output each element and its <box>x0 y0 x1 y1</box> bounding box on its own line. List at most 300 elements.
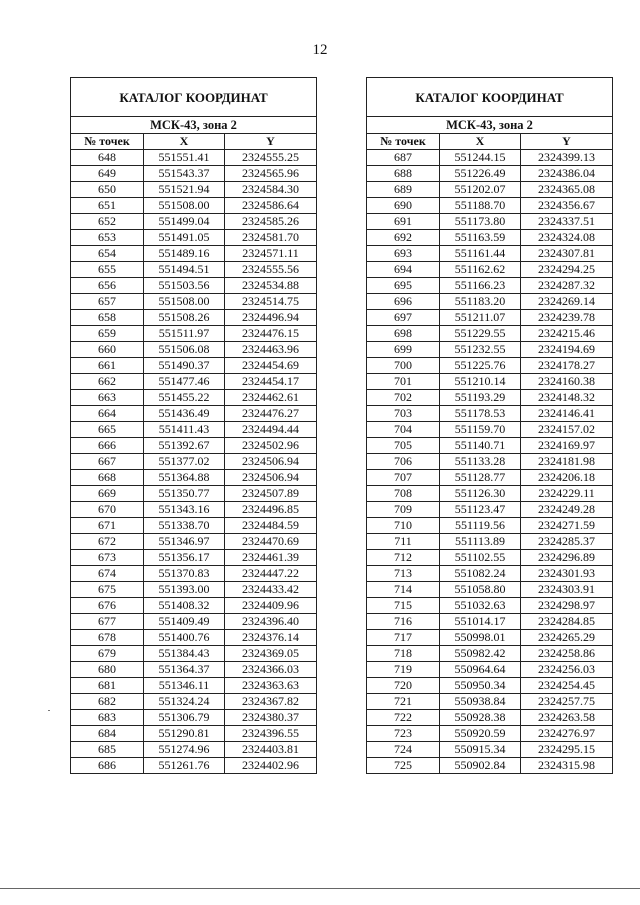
table-row <box>367 326 613 342</box>
x-coordinate-cell: 551161.44 <box>440 246 521 262</box>
point-number-cell: 652 <box>71 214 144 230</box>
x-coordinate-cell: 551455.22 <box>144 390 225 406</box>
table-row <box>367 630 613 646</box>
x-coordinate-cell: 550915.34 <box>440 742 521 758</box>
x-coordinate-cell: 551364.88 <box>144 470 225 486</box>
x-coordinate-cell: 551494.51 <box>144 262 225 278</box>
point-number-cell: 712 <box>367 550 440 566</box>
point-number-cell: 657 <box>71 294 144 310</box>
y-coordinate-cell: 2324284.85 <box>521 614 613 630</box>
coordinate-catalog-table-left <box>70 77 317 774</box>
y-coordinate-cell: 2324454.17 <box>225 374 317 390</box>
y-coordinate-cell: 2324396.40 <box>225 614 317 630</box>
x-coordinate-cell: 551370.83 <box>144 566 225 582</box>
point-number-cell: 684 <box>71 726 144 742</box>
point-number-cell: 722 <box>367 710 440 726</box>
table-row <box>367 694 613 710</box>
table-row <box>367 438 613 454</box>
coordinate-catalog-table-right <box>366 77 613 774</box>
table-row <box>367 406 613 422</box>
point-number-cell: 719 <box>367 662 440 678</box>
point-number-cell: 720 <box>367 678 440 694</box>
y-coordinate-cell: 2324380.37 <box>225 710 317 726</box>
y-coordinate-cell: 2324506.94 <box>225 454 317 470</box>
point-number-cell: 665 <box>71 422 144 438</box>
y-coordinate-cell: 2324169.97 <box>521 438 613 454</box>
y-coordinate-cell: 2324396.55 <box>225 726 317 742</box>
point-number-cell: 704 <box>367 422 440 438</box>
point-number-cell: 698 <box>367 326 440 342</box>
x-coordinate-cell: 551436.49 <box>144 406 225 422</box>
x-coordinate-cell: 551346.11 <box>144 678 225 694</box>
table-row <box>367 358 613 374</box>
y-coordinate-cell: 2324402.96 <box>225 758 317 774</box>
table-row <box>71 614 317 630</box>
y-coordinate-cell: 2324229.11 <box>521 486 613 502</box>
y-coordinate-cell: 2324298.97 <box>521 598 613 614</box>
point-number-cell: 711 <box>367 534 440 550</box>
y-coordinate-cell: 2324256.03 <box>521 662 613 678</box>
y-coordinate-cell: 2324433.42 <box>225 582 317 598</box>
point-number-cell: 659 <box>71 326 144 342</box>
table-row <box>71 150 317 166</box>
point-number-cell: 696 <box>367 294 440 310</box>
point-number-cell: 710 <box>367 518 440 534</box>
table-row <box>367 198 613 214</box>
y-coordinate-cell: 2324269.14 <box>521 294 613 310</box>
x-coordinate-cell: 551503.56 <box>144 278 225 294</box>
x-coordinate-cell: 551225.76 <box>440 358 521 374</box>
table-row <box>71 326 317 342</box>
column-header-point-number: № точек <box>71 134 144 150</box>
y-coordinate-cell: 2324307.81 <box>521 246 613 262</box>
point-number-cell: 707 <box>367 470 440 486</box>
point-number-cell: 694 <box>367 262 440 278</box>
point-number-cell: 709 <box>367 502 440 518</box>
x-coordinate-cell: 551082.24 <box>440 566 521 582</box>
x-coordinate-cell: 551159.70 <box>440 422 521 438</box>
table-row <box>367 374 613 390</box>
point-number-cell: 683 <box>71 710 144 726</box>
column-header-y: Y <box>225 134 317 150</box>
point-number-cell: 725 <box>367 758 440 774</box>
x-coordinate-cell: 551356.17 <box>144 550 225 566</box>
point-number-cell: 693 <box>367 246 440 262</box>
x-coordinate-cell: 550964.64 <box>440 662 521 678</box>
table-row <box>71 486 317 502</box>
point-number-cell: 713 <box>367 566 440 582</box>
table-row <box>71 470 317 486</box>
table-row <box>71 678 317 694</box>
x-coordinate-cell: 550950.34 <box>440 678 521 694</box>
column-header-point-number: № точек <box>367 134 440 150</box>
x-coordinate-cell: 551014.17 <box>440 614 521 630</box>
x-coordinate-cell: 551140.71 <box>440 438 521 454</box>
point-number-cell: 663 <box>71 390 144 406</box>
y-coordinate-cell: 2324571.11 <box>225 246 317 262</box>
y-coordinate-cell: 2324206.18 <box>521 470 613 486</box>
point-number-cell: 691 <box>367 214 440 230</box>
x-coordinate-cell: 551408.32 <box>144 598 225 614</box>
point-number-cell: 697 <box>367 310 440 326</box>
coordinate-system-label: МСК-43, зона 2 <box>367 117 613 134</box>
column-header-x: X <box>440 134 521 150</box>
table-row <box>367 230 613 246</box>
y-coordinate-cell: 2324303.91 <box>521 582 613 598</box>
x-coordinate-cell: 551226.49 <box>440 166 521 182</box>
x-coordinate-cell: 551193.29 <box>440 390 521 406</box>
table-row <box>367 422 613 438</box>
table-row <box>71 502 317 518</box>
y-coordinate-cell: 2324369.05 <box>225 646 317 662</box>
point-number-cell: 706 <box>367 454 440 470</box>
table-row <box>367 550 613 566</box>
x-coordinate-cell: 551346.97 <box>144 534 225 550</box>
x-coordinate-cell: 551123.47 <box>440 502 521 518</box>
y-coordinate-cell: 2324295.15 <box>521 742 613 758</box>
x-coordinate-cell: 551306.79 <box>144 710 225 726</box>
table-row <box>367 566 613 582</box>
table-row <box>367 278 613 294</box>
point-number-cell: 690 <box>367 198 440 214</box>
table-row <box>71 646 317 662</box>
x-coordinate-cell: 551163.59 <box>440 230 521 246</box>
point-number-cell: 662 <box>71 374 144 390</box>
x-coordinate-cell: 550928.38 <box>440 710 521 726</box>
x-coordinate-cell: 551210.14 <box>440 374 521 390</box>
point-number-cell: 723 <box>367 726 440 742</box>
table-row <box>71 262 317 278</box>
point-number-cell: 667 <box>71 454 144 470</box>
table-row <box>367 294 613 310</box>
table-row <box>367 214 613 230</box>
table-row <box>71 182 317 198</box>
y-coordinate-cell: 2324376.14 <box>225 630 317 646</box>
y-coordinate-cell: 2324470.69 <box>225 534 317 550</box>
y-coordinate-cell: 2324534.88 <box>225 278 317 294</box>
y-coordinate-cell: 2324296.89 <box>521 550 613 566</box>
y-coordinate-cell: 2324565.96 <box>225 166 317 182</box>
point-number-cell: 700 <box>367 358 440 374</box>
y-coordinate-cell: 2324461.39 <box>225 550 317 566</box>
y-coordinate-cell: 2324148.32 <box>521 390 613 406</box>
x-coordinate-cell: 551133.28 <box>440 454 521 470</box>
point-number-cell: 658 <box>71 310 144 326</box>
y-coordinate-cell: 2324239.78 <box>521 310 613 326</box>
point-number-cell: 718 <box>367 646 440 662</box>
x-coordinate-cell: 551244.15 <box>440 150 521 166</box>
table-row <box>367 470 613 486</box>
x-coordinate-cell: 551409.49 <box>144 614 225 630</box>
point-number-cell: 689 <box>367 182 440 198</box>
catalog-title: КАТАЛОГ КООРДИНАТ <box>367 78 613 117</box>
point-number-cell: 699 <box>367 342 440 358</box>
table-row <box>367 742 613 758</box>
point-number-cell: 702 <box>367 390 440 406</box>
y-coordinate-cell: 2324178.27 <box>521 358 613 374</box>
x-coordinate-cell: 551183.20 <box>440 294 521 310</box>
y-coordinate-cell: 2324324.08 <box>521 230 613 246</box>
x-coordinate-cell: 551290.81 <box>144 726 225 742</box>
table-row <box>71 198 317 214</box>
table-row <box>71 550 317 566</box>
table-row <box>71 358 317 374</box>
y-coordinate-cell: 2324476.15 <box>225 326 317 342</box>
point-number-cell: 674 <box>71 566 144 582</box>
y-coordinate-cell: 2324263.58 <box>521 710 613 726</box>
x-coordinate-cell: 551400.76 <box>144 630 225 646</box>
table-row <box>367 310 613 326</box>
y-coordinate-cell: 2324294.25 <box>521 262 613 278</box>
point-number-cell: 721 <box>367 694 440 710</box>
point-number-cell: 670 <box>71 502 144 518</box>
table-row <box>367 678 613 694</box>
table-row <box>71 726 317 742</box>
x-coordinate-cell: 551324.24 <box>144 694 225 710</box>
point-number-cell: 650 <box>71 182 144 198</box>
point-number-cell: 656 <box>71 278 144 294</box>
x-coordinate-cell: 551058.80 <box>440 582 521 598</box>
x-coordinate-cell: 551202.07 <box>440 182 521 198</box>
table-body <box>71 150 317 774</box>
table-row <box>71 742 317 758</box>
column-header-y: Y <box>521 134 613 150</box>
table-row <box>71 406 317 422</box>
x-coordinate-cell: 551490.37 <box>144 358 225 374</box>
y-coordinate-cell: 2324585.26 <box>225 214 317 230</box>
y-coordinate-cell: 2324287.32 <box>521 278 613 294</box>
y-coordinate-cell: 2324494.44 <box>225 422 317 438</box>
table-row <box>367 726 613 742</box>
y-coordinate-cell: 2324506.94 <box>225 470 317 486</box>
table-row <box>367 534 613 550</box>
y-coordinate-cell: 2324215.46 <box>521 326 613 342</box>
table-row <box>71 374 317 390</box>
x-coordinate-cell: 551113.89 <box>440 534 521 550</box>
point-number-cell: 673 <box>71 550 144 566</box>
x-coordinate-cell: 551499.04 <box>144 214 225 230</box>
x-coordinate-cell: 551274.96 <box>144 742 225 758</box>
y-coordinate-cell: 2324265.29 <box>521 630 613 646</box>
point-number-cell: 648 <box>71 150 144 166</box>
coordinate-system-label: МСК-43, зона 2 <box>71 117 317 134</box>
x-coordinate-cell: 551178.53 <box>440 406 521 422</box>
y-coordinate-cell: 2324285.37 <box>521 534 613 550</box>
table-row <box>367 246 613 262</box>
table-row <box>71 582 317 598</box>
x-coordinate-cell: 551126.30 <box>440 486 521 502</box>
y-coordinate-cell: 2324271.59 <box>521 518 613 534</box>
point-number-cell: 678 <box>71 630 144 646</box>
x-coordinate-cell: 551551.41 <box>144 150 225 166</box>
table-row <box>367 454 613 470</box>
y-coordinate-cell: 2324356.67 <box>521 198 613 214</box>
y-coordinate-cell: 2324581.70 <box>225 230 317 246</box>
table-row <box>71 662 317 678</box>
x-coordinate-cell: 551032.63 <box>440 598 521 614</box>
x-coordinate-cell: 551508.00 <box>144 294 225 310</box>
table-row <box>71 566 317 582</box>
x-coordinate-cell: 550938.84 <box>440 694 521 710</box>
table-row <box>71 758 317 774</box>
table-row <box>71 710 317 726</box>
table-row <box>71 438 317 454</box>
x-coordinate-cell: 551232.55 <box>440 342 521 358</box>
x-coordinate-cell: 551166.23 <box>440 278 521 294</box>
point-number-cell: 687 <box>367 150 440 166</box>
point-number-cell: 668 <box>71 470 144 486</box>
table-row <box>71 390 317 406</box>
table-row <box>71 454 317 470</box>
point-number-cell: 676 <box>71 598 144 614</box>
point-number-cell: 651 <box>71 198 144 214</box>
y-coordinate-cell: 2324447.22 <box>225 566 317 582</box>
y-coordinate-cell: 2324315.98 <box>521 758 613 774</box>
table-row <box>367 342 613 358</box>
table-row <box>71 534 317 550</box>
x-coordinate-cell: 551508.00 <box>144 198 225 214</box>
table-row <box>367 390 613 406</box>
x-coordinate-cell: 551173.80 <box>440 214 521 230</box>
point-number-cell: 716 <box>367 614 440 630</box>
table-row <box>71 598 317 614</box>
column-header-x: X <box>144 134 225 150</box>
point-number-cell: 681 <box>71 678 144 694</box>
table-row <box>367 646 613 662</box>
y-coordinate-cell: 2324363.63 <box>225 678 317 694</box>
x-coordinate-cell: 551350.77 <box>144 486 225 502</box>
point-number-cell: 649 <box>71 166 144 182</box>
table-row <box>71 630 317 646</box>
point-number-cell: 655 <box>71 262 144 278</box>
table-row <box>367 502 613 518</box>
y-coordinate-cell: 2324502.96 <box>225 438 317 454</box>
x-coordinate-cell: 551521.94 <box>144 182 225 198</box>
y-coordinate-cell: 2324160.38 <box>521 374 613 390</box>
y-coordinate-cell: 2324409.96 <box>225 598 317 614</box>
y-coordinate-cell: 2324386.04 <box>521 166 613 182</box>
y-coordinate-cell: 2324476.27 <box>225 406 317 422</box>
y-coordinate-cell: 2324365.08 <box>521 182 613 198</box>
x-coordinate-cell: 551411.43 <box>144 422 225 438</box>
point-number-cell: 666 <box>71 438 144 454</box>
table-row <box>367 486 613 502</box>
table-row <box>367 598 613 614</box>
page-bottom-rule <box>0 888 640 889</box>
point-number-cell: 701 <box>367 374 440 390</box>
point-number-cell: 703 <box>367 406 440 422</box>
point-number-cell: 724 <box>367 742 440 758</box>
point-number-cell: 672 <box>71 534 144 550</box>
table-row <box>71 294 317 310</box>
x-coordinate-cell: 551392.67 <box>144 438 225 454</box>
x-coordinate-cell: 551491.05 <box>144 230 225 246</box>
x-coordinate-cell: 551119.56 <box>440 518 521 534</box>
y-coordinate-cell: 2324367.82 <box>225 694 317 710</box>
x-coordinate-cell: 551343.16 <box>144 502 225 518</box>
point-number-cell: 682 <box>71 694 144 710</box>
x-coordinate-cell: 551261.76 <box>144 758 225 774</box>
page-number: 12 <box>312 42 328 58</box>
y-coordinate-cell: 2324463.96 <box>225 342 317 358</box>
point-number-cell: 654 <box>71 246 144 262</box>
x-coordinate-cell: 551543.37 <box>144 166 225 182</box>
table-row <box>71 422 317 438</box>
x-coordinate-cell: 551511.97 <box>144 326 225 342</box>
y-coordinate-cell: 2324366.03 <box>225 662 317 678</box>
x-coordinate-cell: 551364.37 <box>144 662 225 678</box>
y-coordinate-cell: 2324586.64 <box>225 198 317 214</box>
point-number-cell: 671 <box>71 518 144 534</box>
point-number-cell: 688 <box>367 166 440 182</box>
y-coordinate-cell: 2324249.28 <box>521 502 613 518</box>
table-row <box>71 278 317 294</box>
y-coordinate-cell: 2324454.69 <box>225 358 317 374</box>
y-coordinate-cell: 2324403.81 <box>225 742 317 758</box>
table-row <box>367 262 613 278</box>
point-number-cell: 708 <box>367 486 440 502</box>
x-coordinate-cell: 550982.42 <box>440 646 521 662</box>
y-coordinate-cell: 2324157.02 <box>521 422 613 438</box>
point-number-cell: 669 <box>71 486 144 502</box>
point-number-cell: 705 <box>367 438 440 454</box>
point-number-cell: 661 <box>71 358 144 374</box>
point-number-cell: 715 <box>367 598 440 614</box>
table-row <box>71 694 317 710</box>
y-coordinate-cell: 2324181.98 <box>521 454 613 470</box>
table-row <box>71 166 317 182</box>
x-coordinate-cell: 551477.46 <box>144 374 225 390</box>
x-coordinate-cell: 551229.55 <box>440 326 521 342</box>
point-number-cell: 653 <box>71 230 144 246</box>
y-coordinate-cell: 2324555.25 <box>225 150 317 166</box>
x-coordinate-cell: 551162.62 <box>440 262 521 278</box>
table-row <box>71 246 317 262</box>
point-number-cell: 664 <box>71 406 144 422</box>
y-coordinate-cell: 2324254.45 <box>521 678 613 694</box>
point-number-cell: 677 <box>71 614 144 630</box>
y-coordinate-cell: 2324146.41 <box>521 406 613 422</box>
table-row <box>71 230 317 246</box>
x-coordinate-cell: 551508.26 <box>144 310 225 326</box>
y-coordinate-cell: 2324276.97 <box>521 726 613 742</box>
table-row <box>367 150 613 166</box>
x-coordinate-cell: 550920.59 <box>440 726 521 742</box>
x-coordinate-cell: 551384.43 <box>144 646 225 662</box>
y-coordinate-cell: 2324462.61 <box>225 390 317 406</box>
y-coordinate-cell: 2324507.89 <box>225 486 317 502</box>
y-coordinate-cell: 2324257.75 <box>521 694 613 710</box>
x-coordinate-cell: 550998.01 <box>440 630 521 646</box>
table-row <box>367 166 613 182</box>
x-coordinate-cell: 551393.00 <box>144 582 225 598</box>
y-coordinate-cell: 2324399.13 <box>521 150 613 166</box>
y-coordinate-cell: 2324337.51 <box>521 214 613 230</box>
x-coordinate-cell: 551506.08 <box>144 342 225 358</box>
x-coordinate-cell: 551188.70 <box>440 198 521 214</box>
table-row <box>71 214 317 230</box>
point-number-cell: 675 <box>71 582 144 598</box>
point-number-cell: 685 <box>71 742 144 758</box>
table-row <box>367 710 613 726</box>
y-coordinate-cell: 2324496.85 <box>225 502 317 518</box>
x-coordinate-cell: 551489.16 <box>144 246 225 262</box>
table-row <box>367 582 613 598</box>
x-coordinate-cell: 551128.77 <box>440 470 521 486</box>
point-number-cell: 680 <box>71 662 144 678</box>
table-row <box>367 662 613 678</box>
y-coordinate-cell: 2324301.93 <box>521 566 613 582</box>
